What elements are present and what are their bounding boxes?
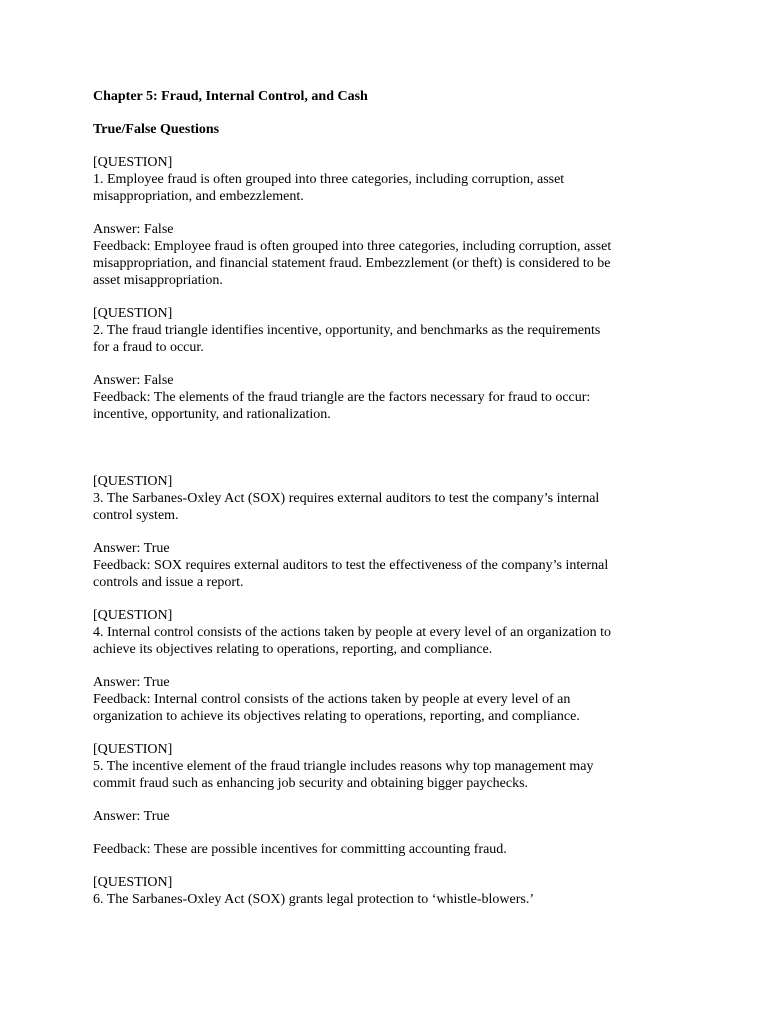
- answer-text: Answer: True: [93, 809, 170, 824]
- question-text-line: 4. Internal control consists of the actions taken by people at every level of an organization to: [93, 625, 611, 640]
- feedback-text-line: incentive, opportunity, and rationalization.: [93, 407, 331, 422]
- question-tag: [QUESTION]: [93, 474, 173, 489]
- question-block-3: [93, 473, 693, 591]
- feedback-text-line: Feedback: Internal control consists of the actions taken by people at every level of an: [93, 692, 571, 707]
- question-block-4: [93, 607, 693, 725]
- feedback-text-line: misappropriation, and financial statement fraud. Embezzlement (or theft) is considered to be: [93, 256, 611, 271]
- question-text-line: 6. The Sarbanes-Oxley Act (SOX) grants legal protection to ‘whistle-blowers.’: [93, 892, 535, 907]
- question-text-line: control system.: [93, 508, 179, 523]
- question-text-line: achieve its objectives relating to operations, reporting, and compliance.: [93, 642, 493, 657]
- question-text-line: misappropriation, and embezzlement.: [93, 189, 304, 204]
- chapter-title: Chapter 5: Fraud, Internal Control, and Cash: [93, 89, 368, 104]
- feedback-text-line: asset misappropriation.: [93, 273, 223, 288]
- question-text-line: commit fraud such as enhancing job security and obtaining bigger paychecks.: [93, 776, 529, 791]
- question-tag: [QUESTION]: [93, 306, 173, 321]
- feedback-text-line: controls and issue a report.: [93, 575, 244, 590]
- question-tag: [QUESTION]: [93, 155, 173, 170]
- question-text-line: for a fraud to occur.: [93, 340, 204, 355]
- feedback-text-line: Feedback: SOX requires external auditors to test the effectiveness of the company’s internal: [93, 558, 609, 573]
- feedback-text-line: Feedback: The elements of the fraud triangle are the factors necessary for fraud to occur:: [93, 390, 591, 405]
- answer-text: Answer: True: [93, 675, 170, 690]
- feedback-text-line: organization to achieve its objectives relating to operations, reporting, and compliance.: [93, 709, 580, 724]
- question-tag: [QUESTION]: [93, 742, 173, 757]
- section-title: True/False Questions: [93, 122, 220, 137]
- question-block-6: [93, 874, 693, 908]
- question-text-line: 2. The fraud triangle identifies incentive, opportunity, and benchmarks as the requirements: [93, 323, 601, 338]
- answer-text: Answer: False: [93, 222, 174, 237]
- document-page: [93, 88, 693, 908]
- question-tag: [QUESTION]: [93, 608, 173, 623]
- feedback-text-line: Feedback: Employee fraud is often grouped into three categories, including corruption, asset: [93, 239, 612, 254]
- question-text-line: 1. Employee fraud is often grouped into three categories, including corruption, asset: [93, 172, 565, 187]
- answer-text: Answer: False: [93, 373, 174, 388]
- question-text-line: 5. The incentive element of the fraud triangle includes reasons why top management may: [93, 759, 594, 774]
- question-block-5: [93, 741, 693, 858]
- answer-text: Answer: True: [93, 541, 170, 556]
- question-block-2: [93, 305, 693, 423]
- feedback-text-line: Feedback: These are possible incentives for committing accounting fraud.: [93, 842, 507, 857]
- question-tag: [QUESTION]: [93, 875, 173, 890]
- question-text-line: 3. The Sarbanes-Oxley Act (SOX) requires external auditors to test the company’s internal: [93, 491, 600, 506]
- question-block-1: [93, 154, 693, 289]
